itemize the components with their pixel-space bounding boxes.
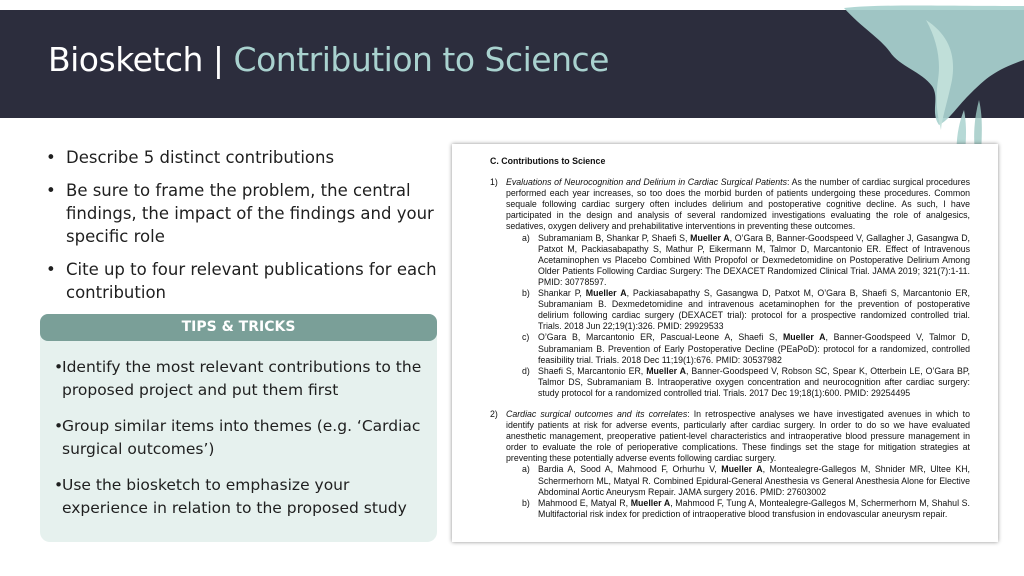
publication-letter: a)	[522, 464, 530, 475]
document-title: C. Contributions to Science	[490, 156, 606, 166]
publication-item	[506, 498, 970, 520]
publication-text: Subramaniam B, Shankar P, Shaefi S,	[538, 232, 691, 243]
publication-text: Bardia A, Sood A, Mahmood F, Orhurhu V,	[538, 464, 722, 475]
publication-author-highlight: Mueller A	[646, 365, 687, 376]
publication-letter: a)	[522, 232, 530, 243]
slide-title-accent: Contribution to Science	[233, 40, 609, 79]
publication-author-highlight: Mueller A	[782, 332, 826, 343]
tips-list	[54, 356, 429, 533]
bullet-item: • Cite up to four relevant publications for each contribution	[44, 258, 444, 304]
publication-item	[506, 332, 970, 365]
main-bullet-list	[44, 146, 444, 314]
publication-list	[506, 233, 970, 399]
publication-item	[506, 288, 970, 332]
bullet-item: • Describe 5 distinct contributions	[44, 146, 444, 169]
publication-text: Shaefi S, Marcantonio ER,	[538, 365, 647, 376]
publication-text: , Banner-Goodspeed V, Talmor D, Subramaniam B. Prevention of Early Postoperative Decline (PEaPoD): protocol for a randomized, controlled feasibility trial. Trials. 2018 Dec 11;19(1):676. PMID: 30537982	[538, 332, 970, 365]
contribution-heading: Evaluations of Neurocognition and Delirium in Cardiac Surgical Patients	[506, 177, 788, 188]
publication-item	[506, 464, 970, 497]
publication-author-highlight: Mueller A	[585, 288, 627, 299]
publication-author-highlight: Mueller A	[721, 464, 763, 475]
publication-letter: b)	[522, 288, 530, 299]
contribution-description	[506, 409, 970, 464]
publication-letter: d)	[522, 365, 530, 376]
slide-title-main: Biosketch |	[48, 40, 224, 79]
publication-text: , O’Gara B, Banner-Goodspeed V, Gallagher J, Gasangwa D, Patxot M, Packiasabapathy S, Mathur P, Eikermann M, Talmor D, Marcantonio ER. Effect of Intravenous Acetaminophen vs Placebo Combined With Propofol or Dexmedetomidine on Postoperative Delirium Among Older Patients Following Cardiac Surgery: The DEXACET Randomized Clinical Trial. JAMA 2019; 321(7):1-11. PMID: 30778597.	[538, 232, 970, 287]
publication-text: , Packiasabapathy S, Gasangwa D, Patxot M, O’Gara B, Shaefi S, Marcantonio ER, Subramaniam B. Dexmedetomidine and intravenous acetaminophen for the prevention of postoperative delirium following cardiac surgery (DEXACET trial): protocol for a prospective randomized controlled trial. Trials. 2018 Jun 22;19(1):326. PMID: 29929533	[538, 288, 970, 332]
publication-text: , Montealegre-Gallegos M, Shnider MR, Ultee KH, Schermerhorn ML, Matyal R. Combined Epidural-General Anesthesia vs General Anesthesia Alone for Elective Abdominal Aortic Aneurysm Repair. JAMA surgery 2016. PMID: 27603002	[538, 464, 970, 497]
publication-letter: b)	[522, 497, 530, 508]
publication-text: Mahmood E, Matyal R,	[538, 497, 631, 508]
publication-item	[506, 233, 970, 288]
publication-item	[506, 366, 970, 399]
publication-text: Shankar P,	[538, 288, 586, 299]
contribution-text: : As the number of cardiac surgical procedures performed each year increases, so too does the morbid burden of patients undergoing these procedures. Common sequale following cardiac surgery often includes delirium and postoperative cognitive decline. As such, I have participated in the design and analysis of several randomized investigations evaluating the role of analgesics, sedatives, oxygen delivery and prehabilitative interventions in preventing these outcomes.	[506, 177, 971, 232]
tip-item: • Group similar items into themes (e.g. ‘Cardiac surgical outcomes’)	[54, 415, 429, 461]
publication-letter: c)	[522, 332, 530, 343]
slide-title	[48, 40, 609, 79]
tip-item: • Use the biosketch to emphasize your experience in relation to the proposed study	[54, 474, 429, 520]
publication-author-highlight: Mueller A	[690, 232, 730, 243]
bullet-item: • Be sure to frame the problem, the central findings, the impact of the findings and your specific role	[44, 179, 444, 248]
publication-author-highlight: Mueller A	[630, 497, 671, 508]
tips-panel	[40, 314, 437, 542]
publication-list	[506, 464, 970, 519]
tips-heading: TIPS & TRICKS	[40, 314, 437, 341]
biosketch-excerpt	[452, 144, 998, 542]
publication-text: , Banner-Goodspeed V, Robson SC, Spear K, Otterbein LE, O’Gara BP, Talmor DS, Subramaniam B. Intraoperative oxygen concentration and neurocognition after cardiac surgery: study protocol for a randomized controlled trial. Trials. 2017 Dec 19;18(1):600. PMID: 29254495	[538, 365, 970, 398]
tip-item: • Identify the most relevant contributions to the proposed project and put them first	[54, 356, 429, 402]
publication-text: , Mahmood F, Tung A, Montealegre-Gallegos M, Schermerhorn M, Shahul S. Multifactorial risk index for prediction of intraoperative blood transfusion in endovascular aneurysm repair.	[538, 497, 970, 519]
contribution-number: 2)	[490, 408, 498, 419]
contribution-description	[506, 177, 970, 232]
contribution-text: : In retrospective analyses we have investigated avenues in which to identify patients at risk for adverse events, particularly after cardiac surgery. In order to do so we have evaluated anesthetic management, preoperative patient-level characteristics and intraoperative blood pressure management in order to evaluate the role of perioperative complications. These findings set the stage for mitigation strategies at preventing these potentially adverse events following cardiac surgery.	[506, 408, 970, 464]
contribution-heading: Cardiac surgical outcomes and its correlates	[506, 408, 688, 419]
contribution-item	[490, 177, 970, 399]
contribution-number: 1)	[490, 177, 498, 188]
publication-text: O’Gara B, Marcantonio ER, Pascual-Leone A, Shaefi S,	[538, 332, 783, 343]
contribution-item	[490, 409, 970, 520]
